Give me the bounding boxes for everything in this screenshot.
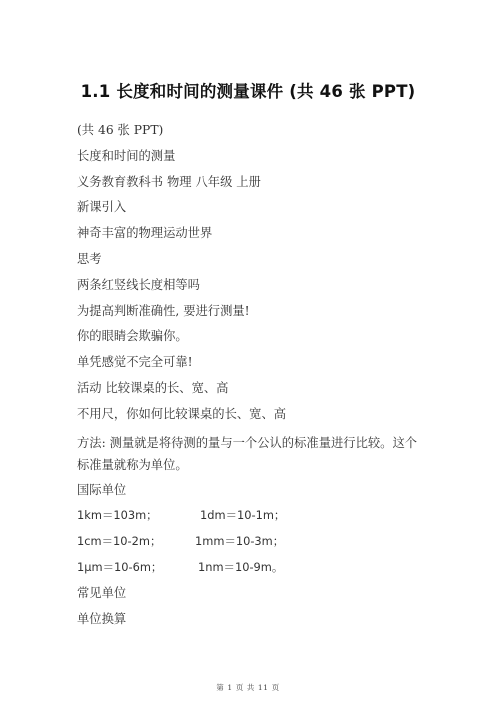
section-heading-common-units: 常见单位	[77, 585, 127, 600]
body-text-line: 你的眼睛会欺骗你。	[77, 329, 188, 344]
unit-conversion-right: 1mm＝10-3m；	[195, 534, 285, 549]
document-body	[77, 122, 422, 636]
textbook-info-line: 义务教育教科书 物理 八年级 上册	[77, 174, 261, 189]
body-text-line: 为提高判断准确性, 要进行测量!	[77, 303, 250, 318]
page-number-footer: 第 1 页 共 11 页	[216, 683, 280, 692]
unit-conversion-left: 1cm＝10-2m；	[77, 534, 162, 549]
section-heading-unit-conversion: 单位换算	[77, 611, 127, 626]
unit-conversion-left: 1km＝103m；	[77, 508, 158, 523]
activity-heading: 活动 比较课桌的长、宽、高	[77, 380, 229, 395]
body-text-line: 不用尺，你如何比较课桌的长、宽、高	[77, 406, 287, 421]
section-heading-intl-units: 国际单位	[77, 482, 127, 497]
body-text-line: 两条红竖线长度相等吗	[77, 277, 200, 292]
section-heading-intro: 新课引入	[77, 200, 127, 215]
body-text-line: 单凭感觉不完全可靠!	[77, 355, 193, 370]
body-text-line: 神奇丰富的物理运动世界	[77, 226, 213, 241]
unit-conversion-row	[77, 507, 422, 523]
unit-conversion-right: 1nm＝10-9m。	[198, 559, 284, 574]
method-paragraph: 方法: 测量就是将待测的量与一个公认的标准量进行比较。这个标准量就称为单位。	[77, 435, 418, 472]
unit-conversion-right: 1dm＝10-1m；	[200, 508, 286, 523]
document-title: 1.1 长度和时间的测量课件 (共 46 张 PPT)	[80, 82, 416, 101]
slide-count-line: (共 46 张 PPT)	[77, 123, 164, 137]
section-heading-think: 思考	[77, 251, 102, 266]
subtitle-line: 长度和时间的测量	[77, 148, 176, 163]
unit-conversion-left: 1μm＝10-6m；	[77, 559, 163, 574]
unit-conversion-row	[77, 533, 422, 549]
unit-conversion-row	[77, 559, 422, 575]
